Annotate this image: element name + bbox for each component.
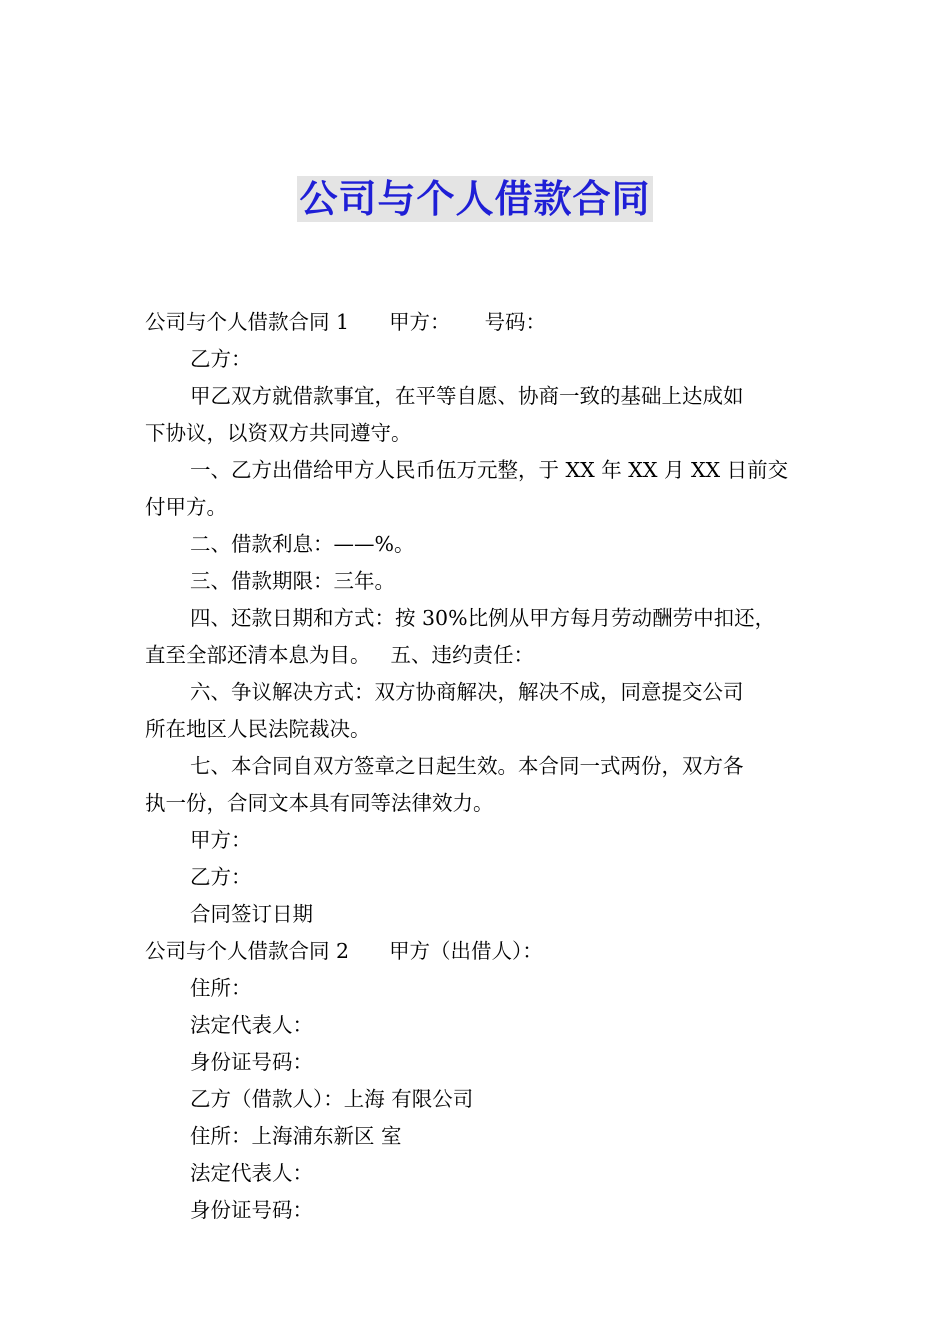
contract2-party-b: 乙方（借款人）：上海 有限公司 <box>190 1087 474 1111</box>
clause7-line1: 七、本合同自双方签章之日起生效。本合同一式两份，双方各 <box>190 754 744 778</box>
contract1-sign-a: 甲方： <box>190 828 252 852</box>
clause1-line1: 一、乙方出借给甲方人民币伍万元整，于 XX 年 XX 月 XX 日前交 <box>190 458 789 482</box>
contract2-heading: 公司与个人借款合同 2 <box>145 939 350 963</box>
clause5: 五、违约责任： <box>390 643 534 667</box>
clause4-line2-container <box>145 637 811 674</box>
contract1-intro-line1: 甲乙双方就借款事宜，在平等自愿、协商一致的基础上达成如 <box>190 384 744 408</box>
title-container <box>0 176 950 222</box>
contract2-party-a: 甲方（出借人）： <box>389 939 543 963</box>
contract1-sign-b: 乙方： <box>190 865 252 889</box>
contract2-a-id: 身份证号码： <box>190 1050 313 1074</box>
clause2: 二、借款利息：——%。 <box>190 532 415 556</box>
clause3: 三、借款期限：三年。 <box>190 569 395 593</box>
contract1-heading: 公司与个人借款合同 1 <box>145 310 350 334</box>
contract1-sign-date: 合同签订日期 <box>190 902 313 926</box>
contract2-b-legal-rep: 法定代表人： <box>190 1161 313 1185</box>
contract2-b-address: 住所：上海浦东新区 室 <box>190 1124 402 1148</box>
clause6-line1: 六、争议解决方式：双方协商解决，解决不成，同意提交公司 <box>190 680 744 704</box>
contract2-a-address: 住所： <box>190 976 252 1000</box>
contract1-number: 号码： <box>484 310 547 334</box>
clause6-line2: 所在地区人民法院裁决。 <box>145 717 371 741</box>
contract1-intro-line2: 下协议，以资双方共同遵守。 <box>145 421 412 445</box>
contract2-b-id: 身份证号码： <box>190 1198 313 1222</box>
clause1-line2: 付甲方。 <box>145 495 227 519</box>
contract1-party-a: 甲方： <box>389 310 451 334</box>
document-body <box>145 304 811 1229</box>
clause4-line1: 四、还款日期和方式：按 30%比例从甲方每月劳动酬劳中扣还， <box>190 606 776 630</box>
clause7-line2: 执一份，合同文本具有同等法律效力。 <box>145 791 494 815</box>
contract2-heading-line <box>145 933 811 970</box>
contract1-party-b: 乙方： <box>190 347 252 371</box>
clause4-line2: 直至全部还清本息为目。 <box>145 643 371 667</box>
contract2-a-legal-rep: 法定代表人： <box>190 1013 313 1037</box>
contract1-heading-line <box>145 304 811 341</box>
document-title: 公司与个人借款合同 <box>299 177 651 221</box>
